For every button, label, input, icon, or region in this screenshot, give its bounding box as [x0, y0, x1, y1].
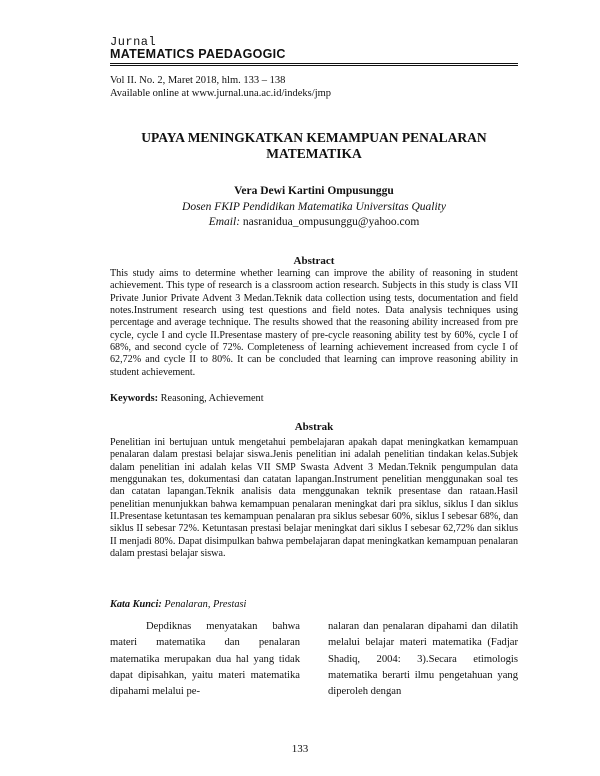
title-line-1: UPAYA MENINGKATKAN KEMAMPUAN PENALARAN: [141, 130, 487, 145]
title-line-2: MATEMATIKA: [266, 146, 362, 161]
keywords-value: Reasoning, Achievement: [160, 393, 264, 404]
abstrak-heading: Abstrak: [294, 421, 334, 433]
journal-word: Jurnal: [110, 35, 157, 49]
volume-line: Vol II. No. 2, Maret 2018, hlm. 133 – 138: [110, 75, 286, 86]
abstract-heading: Abstract: [293, 255, 335, 267]
article-title: [110, 130, 518, 162]
body-right-column: nalaran dan penalaran dipahami dan dilatih melalui belajar materi matematika (Fadjar Shadiq, 2004: 3).Secara etimologis matematika berarti ilmu pengetahuan yang diperoleh dengan: [328, 621, 518, 698]
author-name: Vera Dewi Kartini Ompusunggu: [234, 185, 394, 197]
body-left-column: Depdiknas menyatakan bahwa materi matematika dan penalaran matematika merupakan dua hal yang tidak dapat dipisahkan, yaitu materi matematika dipahami melalui pe-: [110, 621, 300, 698]
keywords-label: Keywords:: [110, 393, 159, 404]
author-affiliation: Dosen FKIP Pendidikan Matematika Universitas Quality: [182, 201, 446, 213]
abstract-text: This study aims to determine whether learning can improve the ability of reasoning in student achievement. This type of research is a classroom action research. Subjects in this study is class VII Private Junior Private Advent 3 Medan.Teknik data collection using tests, documentation and field notes.Instrument research using test questions and field notes. Data analysis techniques using percentage and average technique. The results showed that the reasoning ability increased from pre cycle, cycle I and cycle II.Presentase mastery of pre-cycle reasoning ability test by 60%, cycle I of 68%, and second cycle of 72%. Completeness of learning achievement increased from cycle I of 62,72% and cycle II to 80%. It can be concluded that learning can improve reasoning ability in student achievement.: [110, 268, 518, 378]
kata-kunci-line: [110, 599, 246, 610]
journal-name: MATEMATICS PAEDAGOGIC: [110, 47, 286, 61]
header-rule-bottom: [110, 65, 518, 66]
keywords-line: [110, 393, 264, 404]
author-email: nasranidua_ompusunggu@yahoo.com: [242, 216, 420, 228]
abstrak-text: Penelitian ini bertujuan untuk mengetahui pembelajaran apakah dapat meningkatkan kemampuan penalaran dalam prestasi belajar siswa.Jenis penelitian ini adalah penelitian tindakan kelas.Subjek dalam penelitian ini adalah kelas VII SMP Swasta Advent 3 Medan.Teknik pengumpulan data menggunakan tes, dokumentasi dan catatan lapangan.Instrument penelitian menggunakan soal tes dan catatan lapangan.Teknik analisis data menggunakan teknik presentase dan rataan.Hasil penelitian menunjukkan bahwa kemampuan penalaran meningkat dari pra siklus, siklus I dan siklus II.Presentase ketuntasan tes kemampuan penalaran pra siklus sebesar 60%, siklus I sebesar 68%, dan siklus II sebesar 72%. Ketuntasan prestasi belajar meningkat dari siklus I sebesar 62,72% dan siklus II menjadi 80%. Dapat disimpulkan bahwa pembelajaran dapat meningkatkan kemampuan penalaran dalam prestasi belajar siswa.: [110, 437, 518, 560]
email-label: Email:: [208, 216, 241, 228]
kata-kunci-value: Penalaran, Prestasi: [164, 599, 247, 610]
page-number: 133: [291, 743, 309, 755]
header-rule-top: [110, 63, 518, 64]
author-email-line: [110, 216, 518, 228]
online-line: Available online at www.jurnal.una.ac.id/indeks/jmp: [110, 88, 332, 99]
kata-kunci-label: Kata Kunci:: [110, 599, 162, 610]
